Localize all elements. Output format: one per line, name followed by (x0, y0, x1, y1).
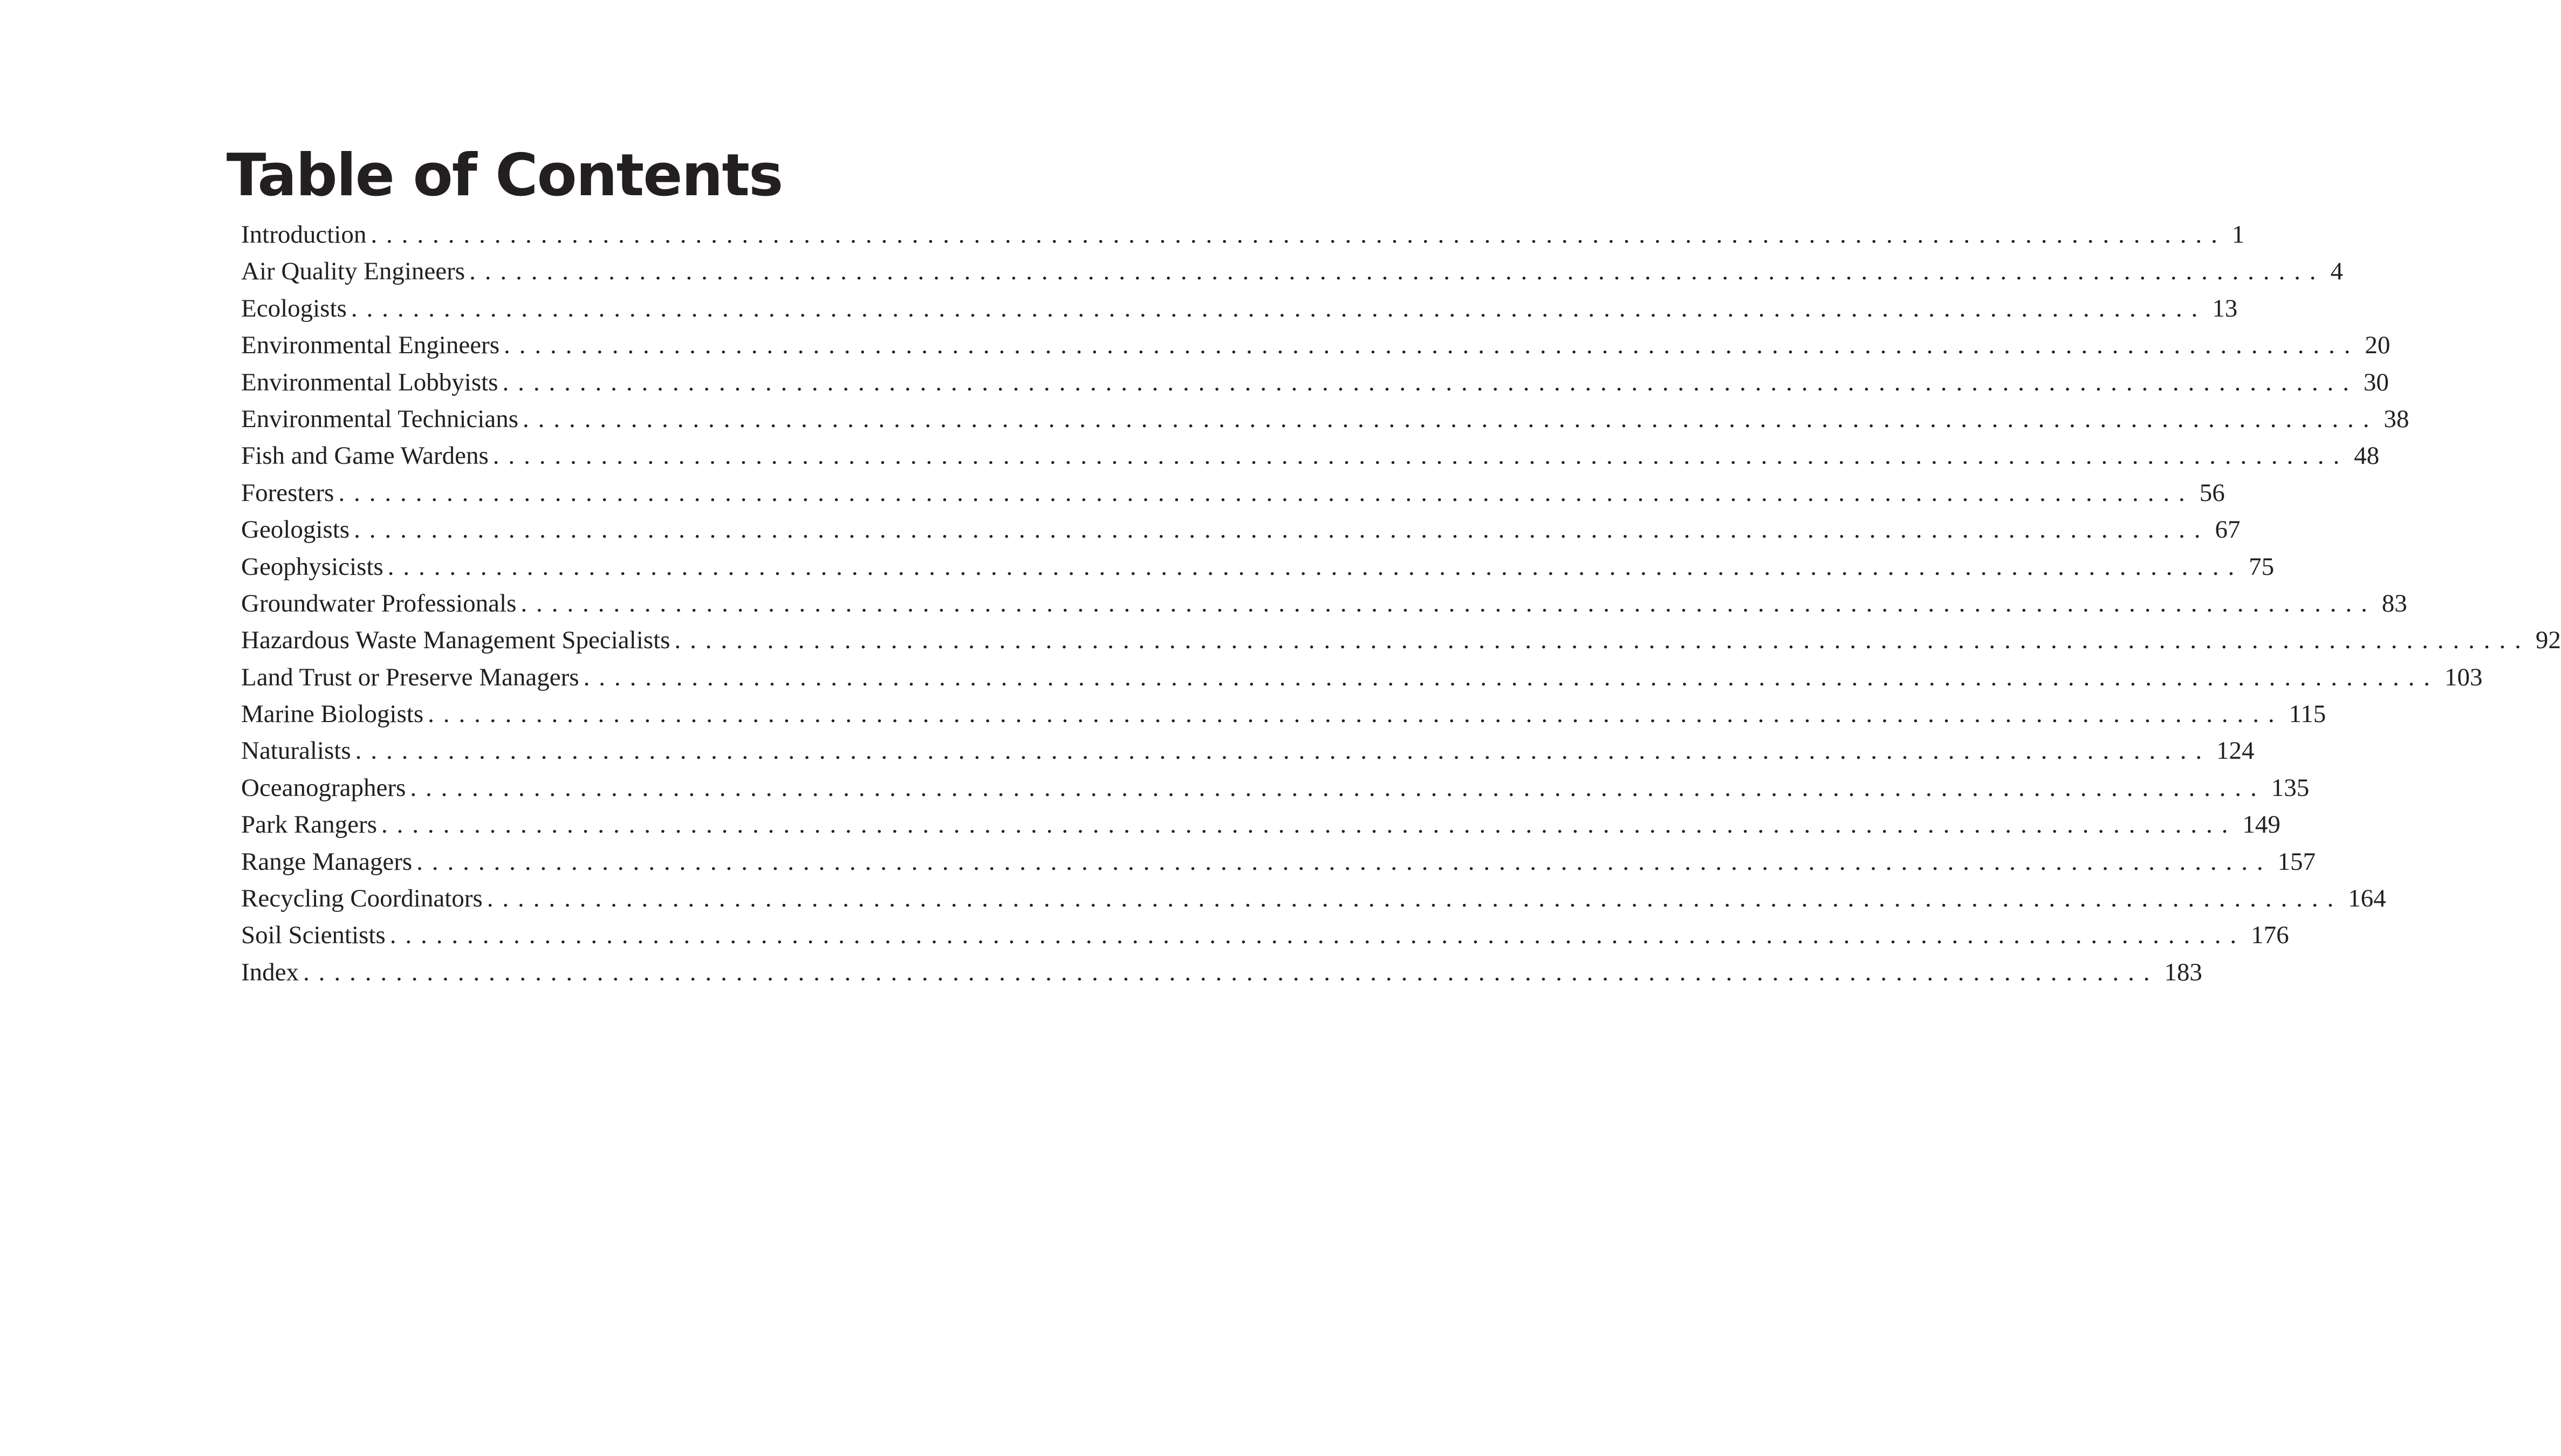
toc-entry-introduction (241, 220, 2245, 257)
toc-entry-label: Foresters (241, 478, 334, 507)
toc-entry-environmental-engineers (241, 331, 2391, 367)
dot-leader: ........................................................................................................................ (504, 331, 2360, 360)
dot-leader: ........................................................................................................................ (381, 811, 2237, 839)
toc-entry-environmental-lobbyists (241, 368, 2389, 404)
toc-entry-page-number: 56 (2199, 478, 2225, 507)
toc-entry-environmental-technicians (241, 404, 2409, 441)
toc-entry-label: Geologists (241, 516, 350, 544)
toc-entry-page-number: 124 (2216, 737, 2255, 765)
toc-entry-page-number: 157 (2277, 847, 2316, 876)
toc-entry-label: Index (241, 958, 299, 986)
toc-entry-label: Environmental Engineers (241, 331, 499, 360)
dot-leader: ........................................................................................................................ (410, 773, 2266, 802)
toc-entry-groundwater-professionals (241, 589, 2407, 626)
dot-leader: ........................................................................................................................ (351, 294, 2207, 322)
toc-entry-foresters (241, 478, 2225, 515)
toc-entry-geophysicists (241, 552, 2275, 589)
dot-leader: ........................................................................................................................ (523, 404, 2379, 433)
table-of-contents (241, 220, 2561, 994)
toc-entry-page-number: 164 (2348, 884, 2386, 913)
dot-leader: ........................................................................................................................ (583, 663, 2439, 691)
toc-entry-page-number: 4 (2330, 257, 2343, 286)
dot-leader: ........................................................................................................................ (387, 552, 2244, 581)
toc-entry-page-number: 183 (2164, 958, 2202, 986)
toc-entry-page-number: 1 (2231, 221, 2245, 249)
toc-entry-page-number: 135 (2271, 773, 2310, 802)
page-title: Table of Contents (226, 142, 783, 210)
dot-leader: ........................................................................................................................ (303, 958, 2159, 986)
toc-entry-page-number: 48 (2354, 442, 2380, 470)
toc-entry-page-number: 149 (2242, 811, 2281, 839)
dot-leader: ........................................................................................................................ (371, 221, 2227, 249)
toc-entry-marine-biologists (241, 699, 2326, 736)
toc-entry-label: Recycling Coordinators (241, 884, 483, 913)
toc-entry-label: Land Trust or Preserve Managers (241, 663, 579, 691)
toc-entry-label: Environmental Technicians (241, 404, 518, 433)
toc-entry-page-number: 75 (2249, 552, 2275, 581)
dot-leader: ........................................................................................................................ (354, 516, 2210, 544)
dot-leader: ........................................................................................................................ (674, 626, 2530, 655)
dot-leader: ........................................................................................................................ (469, 257, 2325, 286)
toc-entry-land-trust-or-preserve-managers (241, 663, 2483, 699)
toc-entry-label: Marine Biologists (241, 700, 424, 729)
toc-entry-label: Hazardous Waste Management Specialists (241, 626, 670, 655)
toc-entry-label: Park Rangers (241, 811, 377, 839)
toc-entry-label: Introduction (241, 221, 367, 249)
dot-leader: ........................................................................................................................ (416, 847, 2272, 876)
toc-entry-park-rangers (241, 810, 2281, 847)
toc-entry-naturalists (241, 736, 2255, 773)
toc-entry-range-managers (241, 847, 2316, 884)
dot-leader: ........................................................................................................................ (502, 368, 2358, 396)
toc-entry-page-number: 30 (2363, 368, 2389, 396)
toc-entry-air-quality-engineers (241, 257, 2343, 293)
toc-entry-page-number: 83 (2381, 589, 2407, 617)
dot-leader: ........................................................................................................................ (492, 442, 2349, 470)
dot-leader: ........................................................................................................................ (355, 737, 2211, 765)
toc-entry-index (241, 958, 2202, 994)
toc-entry-soil-scientists (241, 921, 2289, 957)
dot-leader: ........................................................................................................................ (521, 589, 2377, 617)
toc-entry-ecologists (241, 294, 2238, 331)
dot-leader: ........................................................................................................................ (487, 884, 2343, 913)
toc-entry-label: Fish and Game Wardens (241, 442, 489, 470)
toc-entry-label: Geophysicists (241, 552, 384, 581)
toc-entry-label: Soil Scientists (241, 921, 386, 950)
toc-entry-page-number: 92 (2535, 626, 2561, 655)
toc-entry-page-number: 67 (2215, 516, 2241, 544)
toc-entry-page-number: 38 (2384, 404, 2409, 433)
dot-leader: ........................................................................................................................ (338, 478, 2194, 507)
toc-entry-label: Range Managers (241, 847, 413, 876)
toc-entry-page-number: 20 (2365, 331, 2391, 360)
toc-entry-page-number: 103 (2444, 663, 2483, 691)
toc-entry-page-number: 115 (2289, 700, 2326, 729)
toc-entry-label: Ecologists (241, 294, 347, 322)
dot-leader: ........................................................................................................................ (389, 921, 2246, 950)
toc-entry-oceanographers (241, 773, 2310, 810)
toc-entry-page-number: 13 (2212, 294, 2238, 322)
toc-entry-hazardous-waste-management-specialists (241, 626, 2561, 662)
dot-leader: ........................................................................................................................ (428, 700, 2284, 729)
toc-entry-page-number: 176 (2251, 921, 2289, 950)
toc-entry-label: Groundwater Professionals (241, 589, 517, 617)
toc-entry-fish-and-game-wardens (241, 441, 2380, 478)
toc-entry-label: Environmental Lobbyists (241, 368, 498, 396)
toc-entry-geologists (241, 515, 2241, 552)
toc-entry-label: Air Quality Engineers (241, 257, 465, 286)
toc-entry-recycling-coordinators (241, 884, 2386, 921)
toc-entry-label: Naturalists (241, 737, 351, 765)
toc-entry-label: Oceanographers (241, 773, 406, 802)
